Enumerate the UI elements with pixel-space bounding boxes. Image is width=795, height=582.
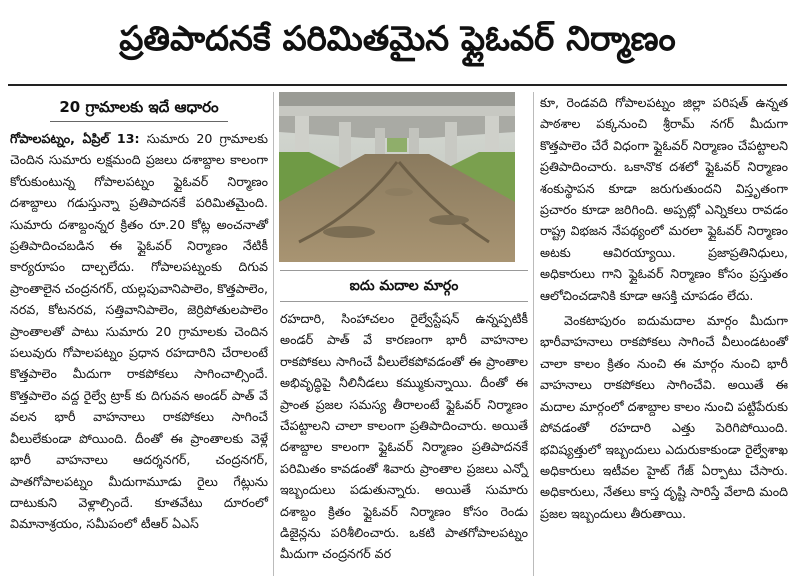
headline-rule xyxy=(8,84,787,86)
column-divider xyxy=(533,92,534,576)
column-1 xyxy=(10,128,268,535)
column-3-paragraph-1: కూ, రెండవది గోపాలపట్నం జిల్లా పరిషత్ ఉన్నత పాఠశాల పక్కనుంచి శ్రీరామ్ నగర్ మీదుగా కొత్తపాలెం చేరే విధంగా ఫ్లైఓవర్ నిర్మాణం చేపట్టాలని ప్రతిపాదించారు. ఒకానొక దశలో ఫ్లైఓవర్ నిర్మాణం శంకుస్థాపన కూడా జరుగుతుందని విస్తృతంగా ప్రచారం కూడా జరిగింది. అప్పట్లో ఎన్నికలు రావడం రాష్ట్ర విభజన నేపథ్యంలో మరలా ఫ్లైఓవర్ నిర్మాణం అటకు ఆవిరయ్యాయి. ప్రజాప్రతినిధులు, అధికారులు గాని ఫ్లైఓవర్ నిర్మాణం కోసం ప్రస్తుతం ఆలోచించడానికి కూడా ఆసక్తి చూపడం లేదు. xyxy=(540,95,788,303)
dateline: గోపాలపట్నం, ఏప్రిల్ 13: xyxy=(10,131,140,146)
column-3-paragraph-2: వెంకటాపురం ఐదుమదాల మార్గం మీదుగా భారీవాహనాలు రాకపోకలు సాగించే వీలుండటంతో చాలా కాలం క్రితం నుంచి ఈ మార్గం నుంచి భారీ వాహనాలు రాకపోకలు సాగించేవి. అయితే ఈ మదాల మార్గంలో దశాబ్దాల కాలం నుంచి పట్టిపేరుకు పోవడంతో రహదారి ఎత్తు పెరిగిపోయింది. భవిష్యత్తులో ఇబ్బందులు ఎదురుకాకుండా రైల్వేశాఖ అధికారులు ఇటీవల హైట్ గేజ్ ఏర్పాటు చేసారు. అధికారులు, నేతలు కాస్త దృష్టి సారిస్తే వేలాది మంది ప్రజల ఇబ్బందులు తీరుతాయి. xyxy=(540,313,788,521)
news-photo xyxy=(279,92,515,262)
column-1-paragraph xyxy=(10,128,268,535)
subheadline: 20 గ్రామాలకు ఇదే ఆధారం xyxy=(10,92,268,122)
photo-caption: ఐదు మదాల మార్గం xyxy=(280,270,528,302)
column-2 xyxy=(280,308,528,565)
headline: ప్రతిపాదనకే పరిమితమైన ఫ్లైఓవర్ నిర్మాణం xyxy=(119,19,676,59)
column-3 xyxy=(540,92,788,524)
column-divider xyxy=(273,92,274,576)
column-2-text: రహదారి, సింహాచలం రైల్వేస్టేషన్ ఉన్నప్పటికీ అండర్ పాత్ వే కారణంగా భారీ వాహనాల రాకపోకలు సాగించే వీలులేకపోవడంతో ఈ ప్రాంతాల అభివృద్ధిపై నీలినీడలు కమ్ముకున్నాయి. దీంతో ఈ ప్రాంత ప్రజల సమస్య తీరాలంటే ఫ్లైఓవర్ నిర్మాణం చేపట్టాలని చాలా కాలంగా ప్రతిపాదించారు. అయితే దశాబ్దాల కాలంగా ఫ్లైఓవర్ నిర్మాణం ప్రతిపాదనకే పరిమితం కావడంతో శివారు ప్రాంతాల ప్రజలు ఎన్నో ఇబ్బందులు పడుతున్నారు. అయితే సుమారు దశాబ్దం క్రితం ఫ్లైఓవర్ నిర్మాణం కోసం రెండు డిజైన్లను పరిశీలించారు. ఒకటి పాతగోపాలపట్నం మీదుగా చంద్రనగర్ వర xyxy=(280,311,528,562)
underpass-photo xyxy=(279,92,515,262)
column-1-text: సుమారు 20 గ్రామాలకు చెందిన సుమారు లక్షమంది ప్రజలు దశాబ్దాల కాలంగా కోరుకుంటున్న గోపాలపట్నం ఫ్లైఓవర్ నిర్మాణం దశాబ్దాలు గడుస్తున్నా ప్రతిపాదనకే పరిమితమైంది. సుమారు దశాబ్దంన్నర క్రితం రూ.20 కోట్ల అంచనాతో ప్రతిపాదించబడిన ఈ ఫ్లైఓవర్ నిర్మాణం నేటికీ కార్యరూపం దాల్చలేదు. గోపాలపట్నంకు దిగువ ప్రాంతాలైన చంద్రనగర్, యల్లపువానిపాలెం, కొత్తపాలెం, నరవ, కోటనరవ, సత్తివానిపాలెం, జెర్రిపోతులపాలెం ప్రాంతాలతో పాటు సుమారు 20 గ్రామాలకు చెందిన పలువురు గోపాలపట్నం ప్రధాన రహదారిని చేరాలంటే కొత్తపాలెం మీదుగా రాకపోకలు సాగించాల్సిందే. కొత్తపాలెం వద్ద రైల్వే ట్రాక్ కు దిగువన అండర్ పాత్ వే వలన భారీ వాహనాలు రాకపోకలు సాగించే వీలులేకుండా పోయింది. దీంతో ఈ ప్రాంతాలకు వెళ్లే భారీ వాహనాలు ఆదర్శనగర్, చంద్రనగర్, పాతగోపాలపట్నం మీదుగామూడు రైలు గేట్లును దాటుకుని వెళ్లాల్సిందే. కూతవేటు దూరంలో విమానాశ్రయం, సమీపంలో టీఆర్ ఏఎస్ xyxy=(10,131,268,532)
